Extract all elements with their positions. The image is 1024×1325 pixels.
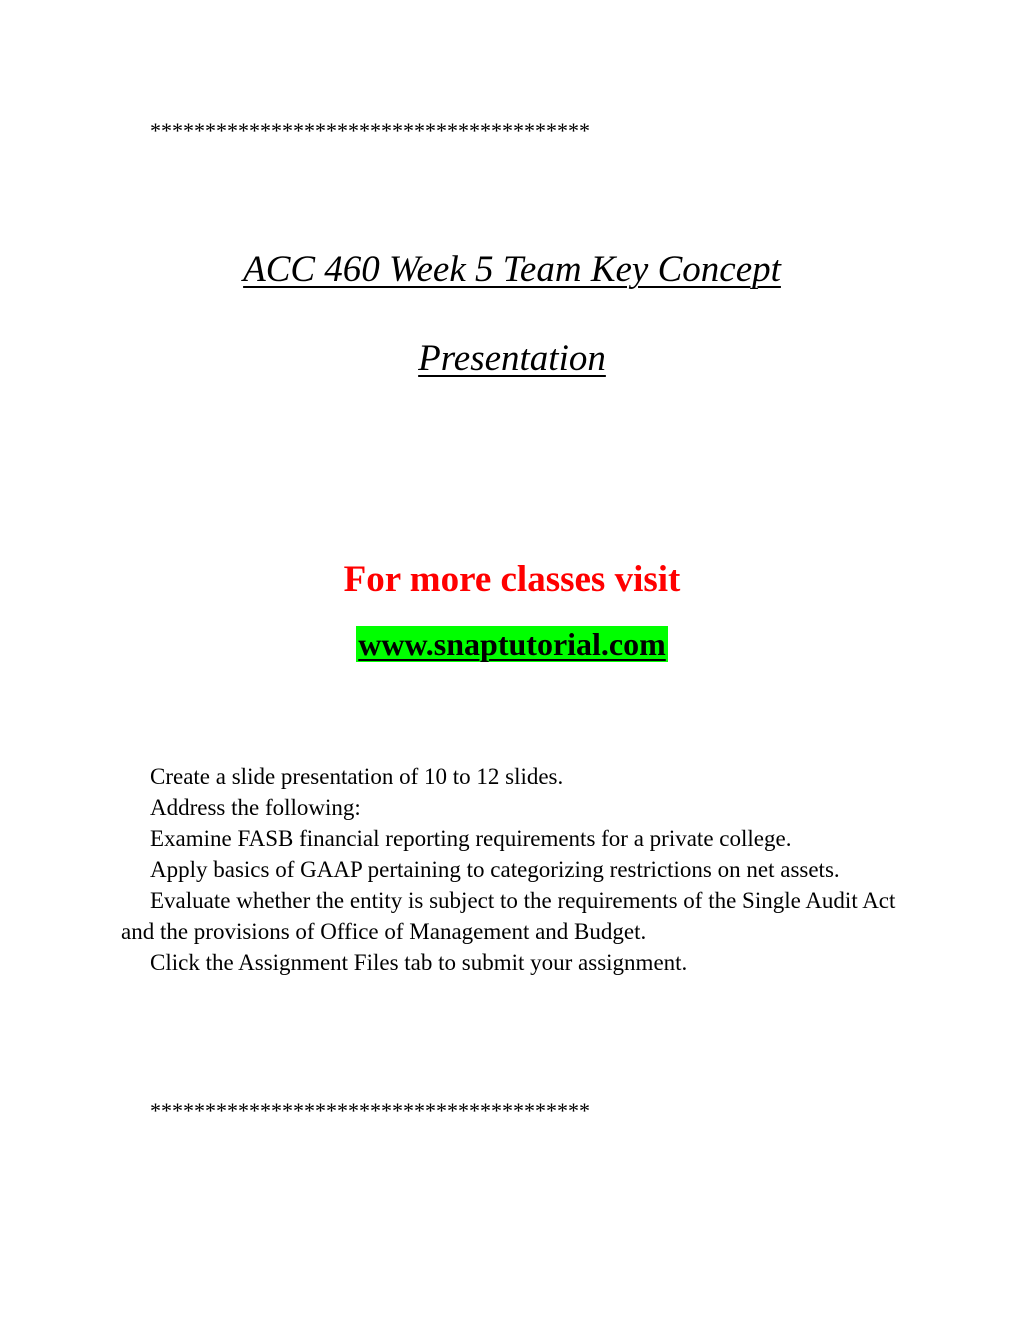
instruction-paragraph: Address the following: [150, 795, 361, 820]
document-title-line-1: ACC 460 Week 5 Team Key Concept [243, 249, 781, 290]
instruction-paragraph: Create a slide presentation of 10 to 12 slides. [150, 764, 564, 789]
instruction-paragraph: Apply basics of GAAP pertaining to categorizing restrictions on net assets. [150, 857, 840, 882]
promo-heading: For more classes visit [343, 559, 681, 600]
instruction-paragraph: Examine FASB financial reporting requirements for a private college. [150, 826, 792, 851]
top-separator: **************************************** [150, 118, 590, 143]
assignment-instructions [121, 761, 911, 978]
snaptutorial-link[interactable]: www.snaptutorial.com [358, 626, 666, 662]
document-title-line-2: Presentation [418, 338, 606, 379]
bottom-separator: **************************************** [150, 1098, 590, 1123]
instruction-paragraph: Evaluate whether the entity is subject to the requirements of the Single Audit Act and the provisions of Office of Management and Budget. [121, 888, 896, 944]
instruction-paragraph: Click the Assignment Files tab to submit your assignment. [150, 950, 688, 975]
promo-link-container [0, 626, 1024, 663]
